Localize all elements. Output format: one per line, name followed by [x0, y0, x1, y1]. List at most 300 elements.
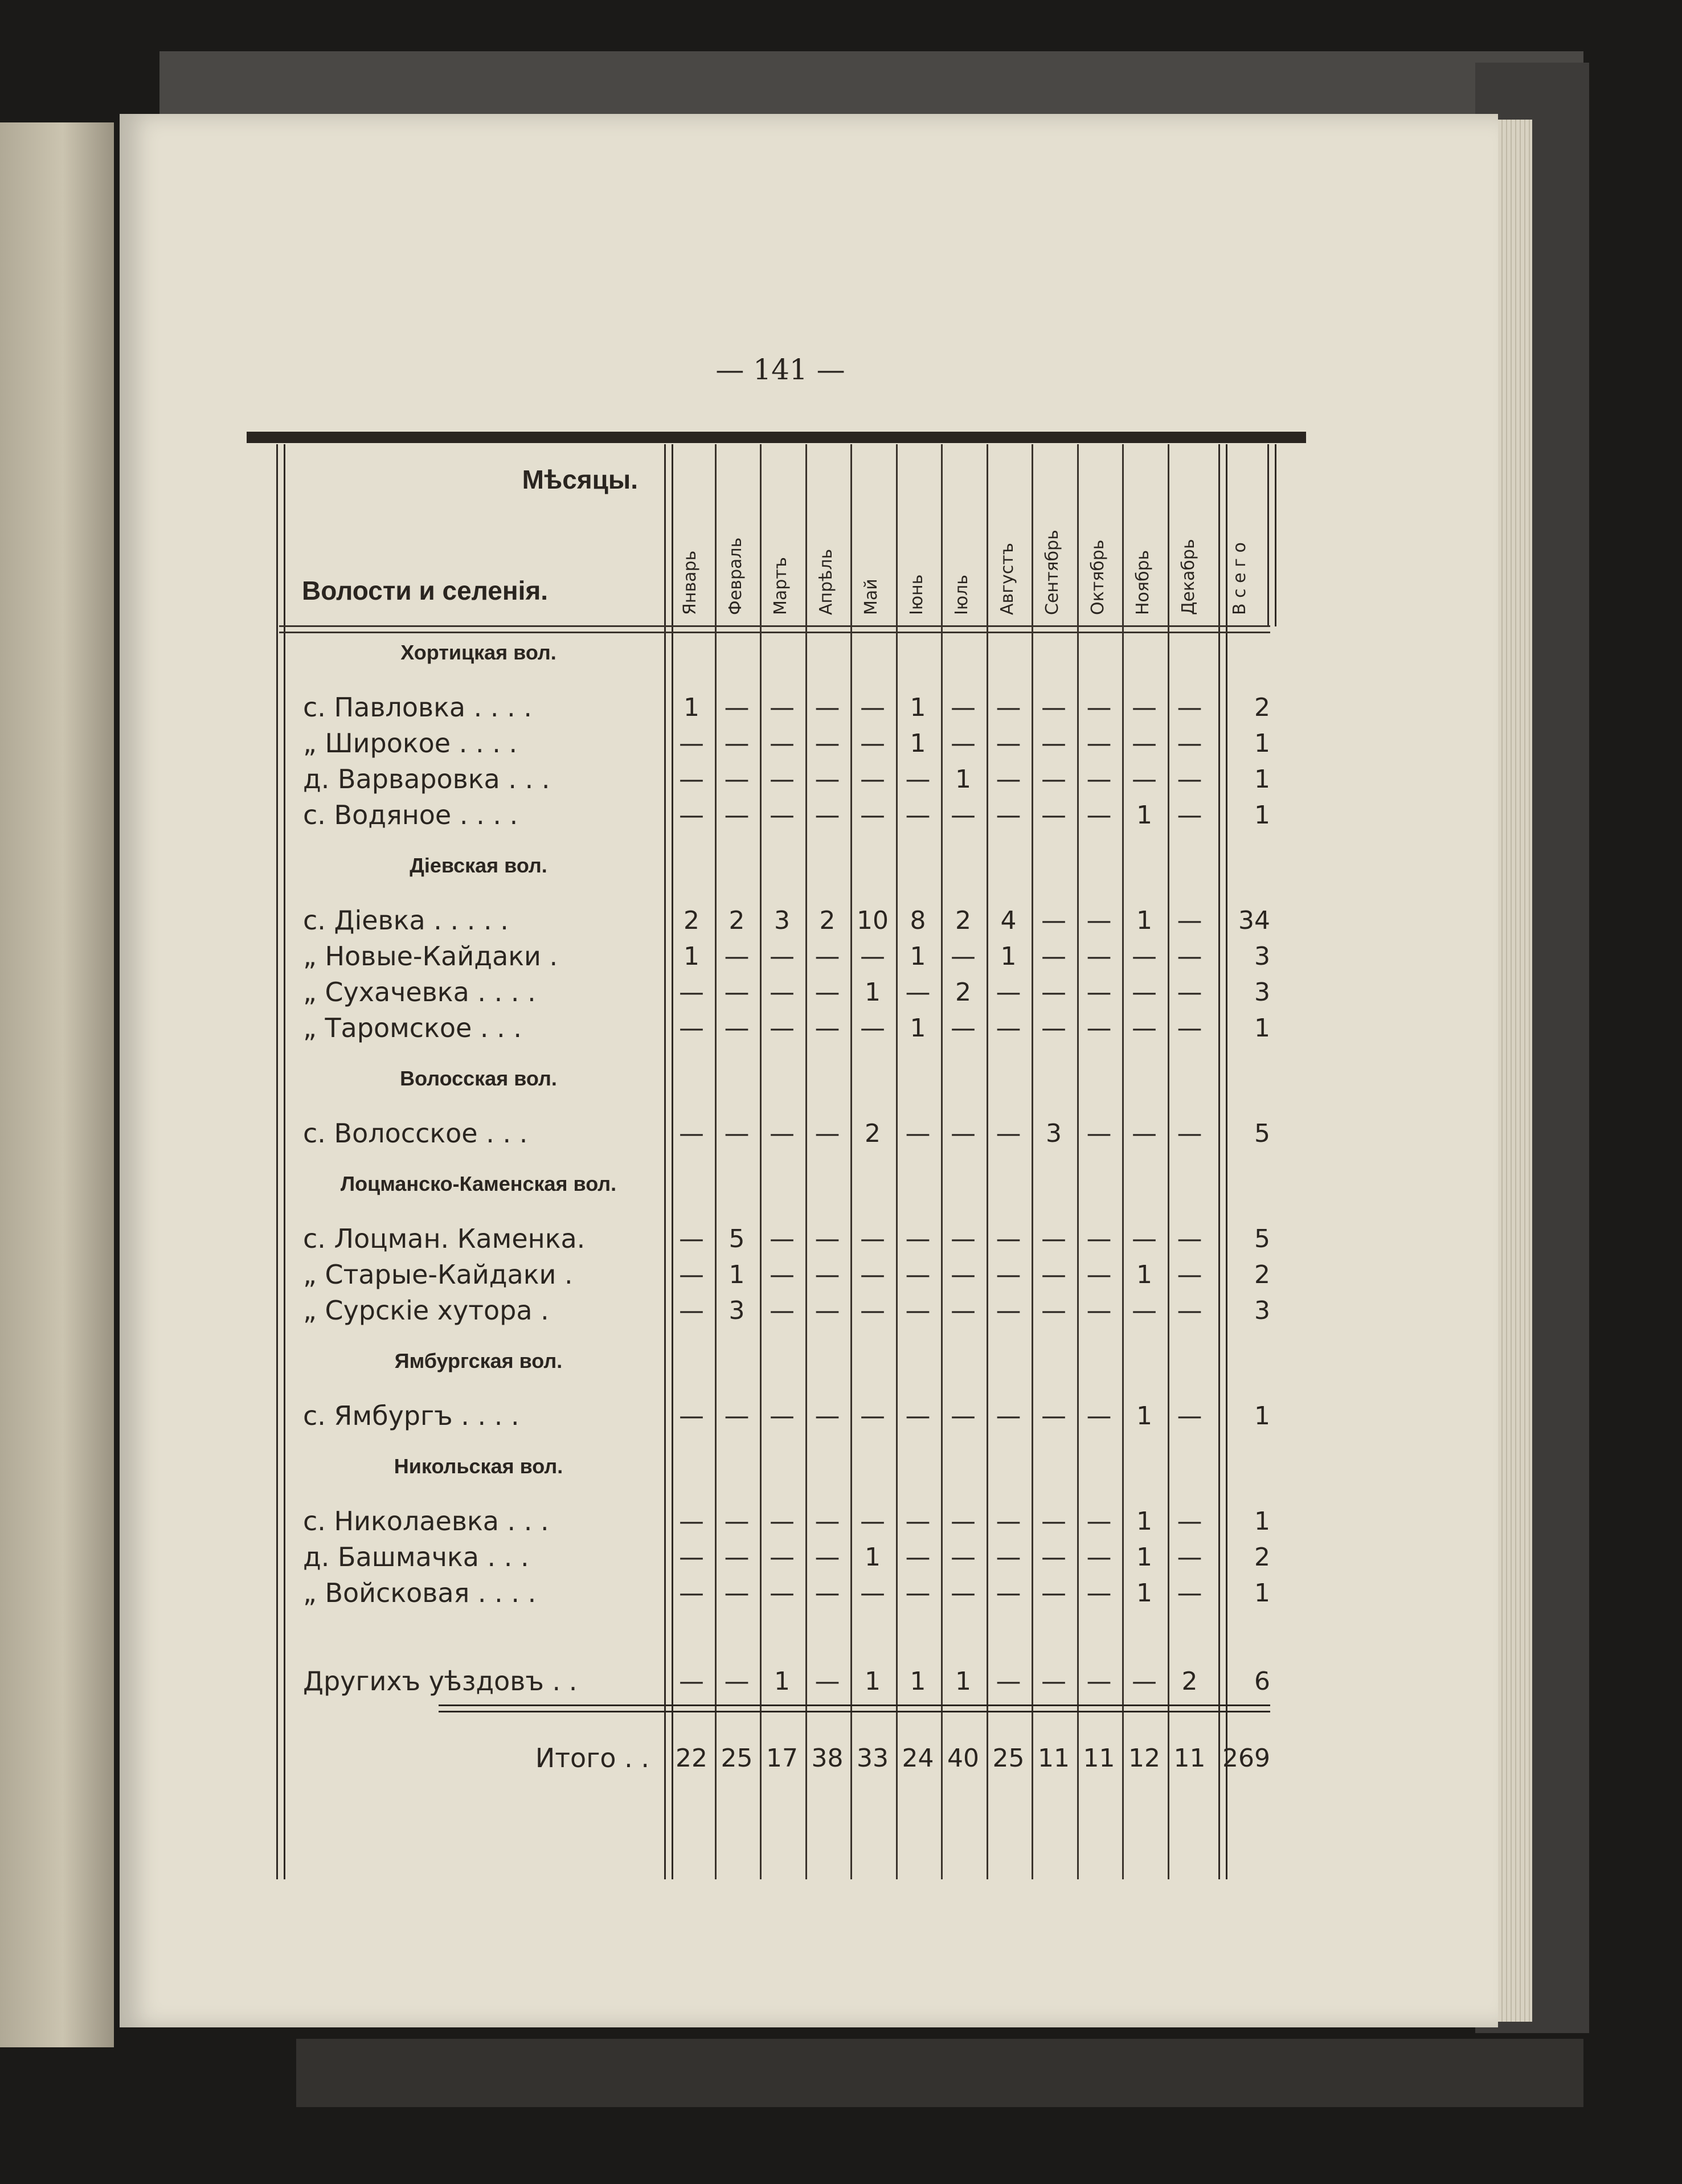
month-value: —: [815, 693, 840, 722]
month-value: —: [724, 1402, 750, 1431]
month-value: —: [679, 1507, 704, 1536]
month-value: 2: [729, 906, 745, 935]
month-value: —: [860, 1402, 885, 1431]
month-value: —: [860, 1224, 885, 1253]
row-total: 2: [1254, 1543, 1270, 1572]
sum-rule: [439, 1704, 1270, 1712]
month-value: —: [1177, 978, 1202, 1007]
month-value: —: [996, 1579, 1021, 1608]
months-header: Мѣсяцы.: [522, 465, 638, 494]
month-value: —: [905, 1579, 931, 1608]
month-value: —: [951, 1543, 976, 1572]
month-value: —: [951, 1224, 976, 1253]
month-value: 1: [865, 978, 881, 1007]
month-total: 33: [857, 1744, 889, 1773]
month-value: —: [1177, 906, 1202, 935]
month-value: —: [1086, 801, 1112, 830]
month-value: 1: [865, 1543, 881, 1572]
month-header-label: Май: [861, 579, 881, 615]
month-value: —: [724, 1579, 750, 1608]
month-value: —: [1041, 1579, 1066, 1608]
month-value: —: [1177, 1260, 1202, 1289]
month-header-label: Августъ: [997, 543, 1017, 615]
month-header-label: Мартъ: [771, 557, 791, 615]
village-name: „ Сурскіе хутора .: [303, 1295, 549, 1326]
row-total: 1: [1254, 729, 1270, 758]
month-value: —: [996, 1402, 1021, 1431]
month-value: —: [770, 942, 795, 971]
month-value: —: [1132, 729, 1157, 758]
month-value: —: [1086, 1119, 1112, 1148]
month-value: 3: [1046, 1119, 1062, 1148]
month-value: —: [996, 801, 1021, 830]
month-header-label: Январь: [680, 550, 700, 615]
row-total: 5: [1254, 1119, 1270, 1148]
month-value: 1: [774, 1667, 790, 1696]
month-value: —: [860, 729, 885, 758]
village-name: с. Павловка . . . .: [303, 692, 533, 723]
month-value: —: [679, 1296, 704, 1325]
month-value: —: [724, 1543, 750, 1572]
month-value: —: [1086, 1296, 1112, 1325]
month-header-label: Октябрь: [1087, 539, 1108, 615]
village-name: с. Водяное . . . .: [303, 800, 518, 830]
month-value: —: [1086, 906, 1112, 935]
month-value: —: [905, 1296, 931, 1325]
village-name: с. Ямбургъ . . . .: [303, 1400, 519, 1431]
month-value: —: [1041, 1402, 1066, 1431]
month-value: —: [1086, 1543, 1112, 1572]
month-value: —: [815, 1579, 840, 1608]
month-value: —: [1132, 1014, 1157, 1043]
month-value: —: [815, 1119, 840, 1148]
month-divider: [987, 444, 988, 1879]
month-value: 2: [865, 1119, 881, 1148]
month-value: —: [1177, 1296, 1202, 1325]
month-total: 11: [1173, 1744, 1206, 1773]
month-header-label: Декабрь: [1178, 539, 1198, 615]
district-heading: Ямбургская вол.: [394, 1349, 563, 1372]
month-header: [669, 461, 715, 615]
month-value: —: [679, 1119, 704, 1148]
month-value: —: [1086, 1667, 1112, 1696]
month-value: —: [996, 1224, 1021, 1253]
month-value: 2: [955, 978, 971, 1007]
month-value: —: [905, 801, 931, 830]
month-value: —: [1041, 906, 1066, 935]
month-divider: [1122, 444, 1124, 1879]
row-total: 3: [1254, 978, 1270, 1007]
month-value: —: [724, 1119, 750, 1148]
month-value: —: [905, 1402, 931, 1431]
month-value: —: [679, 1260, 704, 1289]
month-total: 17: [766, 1744, 798, 1773]
total-column-border: [1218, 444, 1227, 1879]
month-value: —: [679, 978, 704, 1007]
month-value: —: [1086, 1507, 1112, 1536]
month-value: —: [770, 1402, 795, 1431]
row-total: 1: [1254, 765, 1270, 794]
month-divider: [715, 444, 717, 1879]
month-value: —: [1086, 1402, 1112, 1431]
month-value: —: [951, 1260, 976, 1289]
month-value: —: [770, 1119, 795, 1148]
month-value: —: [905, 1260, 931, 1289]
month-value: —: [951, 942, 976, 971]
month-value: 1: [684, 693, 699, 722]
month-value: —: [1041, 1014, 1066, 1043]
month-value: —: [679, 1402, 704, 1431]
month-value: 3: [774, 906, 790, 935]
month-value: —: [1086, 942, 1112, 971]
village-name: „ Таромское . . .: [303, 1013, 522, 1043]
month-divider: [805, 444, 807, 1879]
month-value: —: [1132, 1667, 1157, 1696]
month-value: —: [679, 1224, 704, 1253]
month-value: 1: [910, 1014, 926, 1043]
month-value: 1: [1136, 1579, 1152, 1608]
month-value: —: [724, 729, 750, 758]
month-value: —: [951, 1296, 976, 1325]
month-value: —: [770, 1296, 795, 1325]
month-value: —: [1041, 729, 1066, 758]
month-value: —: [996, 1119, 1021, 1148]
month-header-label: Іюль: [952, 575, 972, 615]
month-total: 40: [947, 1744, 979, 1773]
month-value: —: [1132, 693, 1157, 722]
month-value: —: [996, 693, 1021, 722]
month-value: —: [996, 978, 1021, 1007]
table-top-rule: [247, 432, 1306, 443]
village-name: с. Волосское . . .: [303, 1118, 528, 1149]
month-value: —: [1041, 801, 1066, 830]
month-value: 2: [684, 906, 699, 935]
month-value: —: [951, 1507, 976, 1536]
month-value: 1: [955, 765, 971, 794]
month-value: —: [1086, 729, 1112, 758]
month-value: —: [770, 1507, 795, 1536]
month-value: —: [1177, 942, 1202, 971]
month-value: —: [815, 765, 840, 794]
month-header: [1032, 461, 1077, 615]
month-value: —: [1177, 1224, 1202, 1253]
month-value: —: [1086, 1224, 1112, 1253]
month-value: —: [1041, 765, 1066, 794]
month-total: 12: [1128, 1744, 1160, 1773]
month-divider: [760, 444, 762, 1879]
row-total: 34: [1238, 906, 1270, 935]
month-value: —: [905, 765, 931, 794]
month-value: —: [996, 1667, 1021, 1696]
village-name: „ Новые-Кайдаки .: [303, 941, 558, 972]
month-value: 2: [955, 906, 971, 935]
month-header: [760, 461, 805, 615]
month-value: 4: [1000, 906, 1017, 935]
month-value: —: [770, 1579, 795, 1608]
month-value: —: [1177, 1543, 1202, 1572]
month-value: —: [1041, 693, 1066, 722]
month-value: 1: [1136, 1402, 1152, 1431]
row-total: 2: [1254, 1260, 1270, 1289]
month-header-label: Февраль: [725, 537, 746, 615]
month-value: —: [815, 1260, 840, 1289]
month-header-label: Сентябрь: [1042, 530, 1062, 615]
month-value: —: [1177, 1507, 1202, 1536]
month-value: —: [951, 1119, 976, 1148]
village-name: с. Діевка . . . . .: [303, 905, 509, 936]
left-page-edge: [0, 122, 114, 2047]
month-value: —: [905, 1507, 931, 1536]
month-value: —: [860, 801, 885, 830]
village-name: „ Войсковая . . . .: [303, 1577, 537, 1608]
month-value: —: [815, 1224, 840, 1253]
month-value: —: [724, 1667, 750, 1696]
month-total: 25: [721, 1744, 753, 1773]
month-value: —: [860, 1014, 885, 1043]
month-header: [1122, 461, 1168, 615]
month-value: —: [860, 765, 885, 794]
left-border: [276, 444, 285, 1879]
month-value: 1: [910, 942, 926, 971]
month-value: —: [951, 729, 976, 758]
month-value: —: [860, 942, 885, 971]
month-value: —: [860, 1296, 885, 1325]
month-value: —: [815, 1507, 840, 1536]
village-name: д. Варваровка . . .: [303, 764, 550, 794]
month-value: —: [815, 942, 840, 971]
month-value: —: [996, 1543, 1021, 1572]
month-value: —: [996, 1296, 1021, 1325]
month-value: —: [1132, 942, 1157, 971]
month-header: [715, 461, 760, 615]
month-value: —: [679, 1543, 704, 1572]
row-total: 5: [1254, 1224, 1270, 1253]
month-value: —: [679, 801, 704, 830]
month-value: 1: [910, 693, 926, 722]
month-value: —: [770, 801, 795, 830]
month-header-label: Апрѣль: [816, 548, 836, 615]
month-value: —: [1132, 1224, 1157, 1253]
month-value: —: [770, 1224, 795, 1253]
row-total: 1: [1254, 1014, 1270, 1043]
month-total: 11: [1038, 1744, 1070, 1773]
month-value: —: [951, 1579, 976, 1608]
total-header-label: В с е г о: [1230, 542, 1250, 615]
month-divider: [850, 444, 852, 1879]
month-value: —: [770, 1260, 795, 1289]
month-value: —: [951, 693, 976, 722]
district-heading: Діевская вол.: [410, 854, 547, 877]
month-value: —: [905, 1543, 931, 1572]
month-value: —: [724, 978, 750, 1007]
month-value: —: [1086, 1014, 1112, 1043]
month-value: 1: [910, 1667, 926, 1696]
month-value: —: [1132, 1119, 1157, 1148]
month-value: —: [724, 1014, 750, 1043]
month-total: 38: [811, 1744, 844, 1773]
month-value: —: [679, 1014, 704, 1043]
month-value: —: [770, 1014, 795, 1043]
other-districts-label: Другихъ уѣздовъ . .: [303, 1666, 578, 1697]
villages-header: Волости и селенія.: [302, 576, 549, 605]
month-value: —: [770, 693, 795, 722]
page-number: — 141 —: [715, 353, 845, 386]
month-value: —: [770, 729, 795, 758]
month-value: —: [1041, 1224, 1066, 1253]
month-value: —: [679, 1579, 704, 1608]
month-header: [805, 461, 851, 615]
month-divider: [941, 444, 943, 1879]
district-heading: Волосская вол.: [400, 1067, 557, 1090]
month-total: 25: [992, 1744, 1025, 1773]
row-total: 1: [1254, 1507, 1270, 1536]
month-value: —: [1177, 1579, 1202, 1608]
month-value: 1: [1000, 942, 1017, 971]
month-value: 1: [729, 1260, 745, 1289]
page-stack-edge: [1498, 120, 1532, 2022]
month-value: —: [996, 729, 1021, 758]
month-divider: [1032, 444, 1033, 1879]
village-name: „ Старые-Кайдаки .: [303, 1259, 573, 1290]
month-value: —: [1041, 1543, 1066, 1572]
month-value: —: [1041, 942, 1066, 971]
village-name: „ Широкое . . . .: [303, 728, 518, 759]
month-value: —: [815, 1402, 840, 1431]
month-value: —: [1177, 765, 1202, 794]
row-total: 3: [1254, 942, 1270, 971]
month-value: 1: [1136, 1507, 1152, 1536]
month-value: —: [1086, 1260, 1112, 1289]
village-name: с. Лоцман. Каменка.: [303, 1223, 586, 1254]
district-heading: Лоцманско-Каменская вол.: [340, 1172, 617, 1195]
month-header: [850, 461, 896, 615]
grand-total: 269: [1222, 1744, 1270, 1773]
month-value: 3: [729, 1296, 745, 1325]
month-value: —: [905, 1119, 931, 1148]
month-value: —: [905, 1224, 931, 1253]
village-name: д. Башмачка . . .: [303, 1542, 529, 1572]
month-value: —: [1086, 693, 1112, 722]
month-value: —: [724, 1507, 750, 1536]
month-value: —: [1041, 1667, 1066, 1696]
month-value: —: [1086, 765, 1112, 794]
month-value: —: [770, 1543, 795, 1572]
month-value: —: [724, 942, 750, 971]
month-value: —: [1041, 978, 1066, 1007]
month-total: 24: [902, 1744, 934, 1773]
month-value: —: [996, 1507, 1021, 1536]
month-value: —: [1177, 693, 1202, 722]
row-total: 6: [1254, 1667, 1270, 1696]
month-value: —: [679, 1667, 704, 1696]
month-value: —: [1132, 1296, 1157, 1325]
month-value: —: [1086, 978, 1112, 1007]
month-header-label: Ноябрь: [1133, 550, 1153, 615]
district-heading: Никольская вол.: [394, 1454, 563, 1478]
month-value: 1: [1136, 1260, 1152, 1289]
month-value: —: [815, 729, 840, 758]
month-value: —: [1177, 1014, 1202, 1043]
month-value: —: [905, 978, 931, 1007]
month-value: —: [1177, 1402, 1202, 1431]
right-border: [1267, 444, 1276, 626]
month-value: —: [996, 1260, 1021, 1289]
month-header: [896, 461, 942, 615]
month-value: 2: [1181, 1667, 1198, 1696]
month-value: —: [724, 693, 750, 722]
book-cover-bottom: [296, 2039, 1583, 2107]
month-value: —: [815, 801, 840, 830]
month-value: —: [1041, 1507, 1066, 1536]
row-total: 1: [1254, 1579, 1270, 1608]
month-value: —: [815, 1014, 840, 1043]
grand-total-label: Итого . .: [535, 1743, 649, 1773]
month-value: —: [770, 978, 795, 1007]
village-name: с. Николаевка . . .: [303, 1506, 549, 1536]
month-value: 1: [955, 1667, 971, 1696]
month-value: 10: [857, 906, 889, 935]
month-header-label: Іюнь: [906, 574, 927, 615]
month-header: [1168, 461, 1213, 615]
month-value: 1: [1136, 801, 1152, 830]
month-total: 22: [676, 1744, 707, 1773]
month-value: 2: [819, 906, 836, 935]
month-value: —: [815, 978, 840, 1007]
month-value: —: [996, 765, 1021, 794]
month-header: [987, 461, 1032, 615]
district-heading: Хортицкая вол.: [400, 641, 556, 664]
month-value: —: [1177, 1119, 1202, 1148]
row-total: 1: [1254, 801, 1270, 830]
village-name: „ Сухачевка . . . .: [303, 977, 536, 1007]
month-value: —: [679, 729, 704, 758]
month-value: —: [1041, 1260, 1066, 1289]
month-value: —: [1041, 1296, 1066, 1325]
month-value: —: [724, 801, 750, 830]
month-value: 1: [1136, 906, 1152, 935]
month-value: —: [1086, 1579, 1112, 1608]
header-rule: [279, 625, 1270, 633]
row-total: 1: [1254, 1402, 1270, 1431]
row-total: 2: [1254, 693, 1270, 722]
month-value: 5: [729, 1224, 745, 1253]
month-value: —: [815, 1667, 840, 1696]
month-divider: [896, 444, 898, 1879]
month-value: —: [679, 765, 704, 794]
month-value: —: [1177, 801, 1202, 830]
month-value: 1: [910, 729, 926, 758]
month-value: —: [951, 1014, 976, 1043]
month-value: —: [815, 1296, 840, 1325]
month-value: —: [860, 1507, 885, 1536]
month-value: —: [1132, 765, 1157, 794]
month-value: 8: [910, 906, 926, 935]
month-value: —: [951, 801, 976, 830]
month-value: —: [724, 765, 750, 794]
row-total: 3: [1254, 1296, 1270, 1325]
month-divider: [1077, 444, 1079, 1879]
month-total: 11: [1083, 1744, 1115, 1773]
month-value: —: [1177, 729, 1202, 758]
month-value: —: [815, 1543, 840, 1572]
month-divider: [1168, 444, 1169, 1879]
month-value: 1: [865, 1667, 881, 1696]
month-header: [941, 461, 987, 615]
month-header: [1077, 461, 1123, 615]
month-value: —: [770, 765, 795, 794]
month-value: —: [860, 1260, 885, 1289]
month-value: 1: [684, 942, 699, 971]
